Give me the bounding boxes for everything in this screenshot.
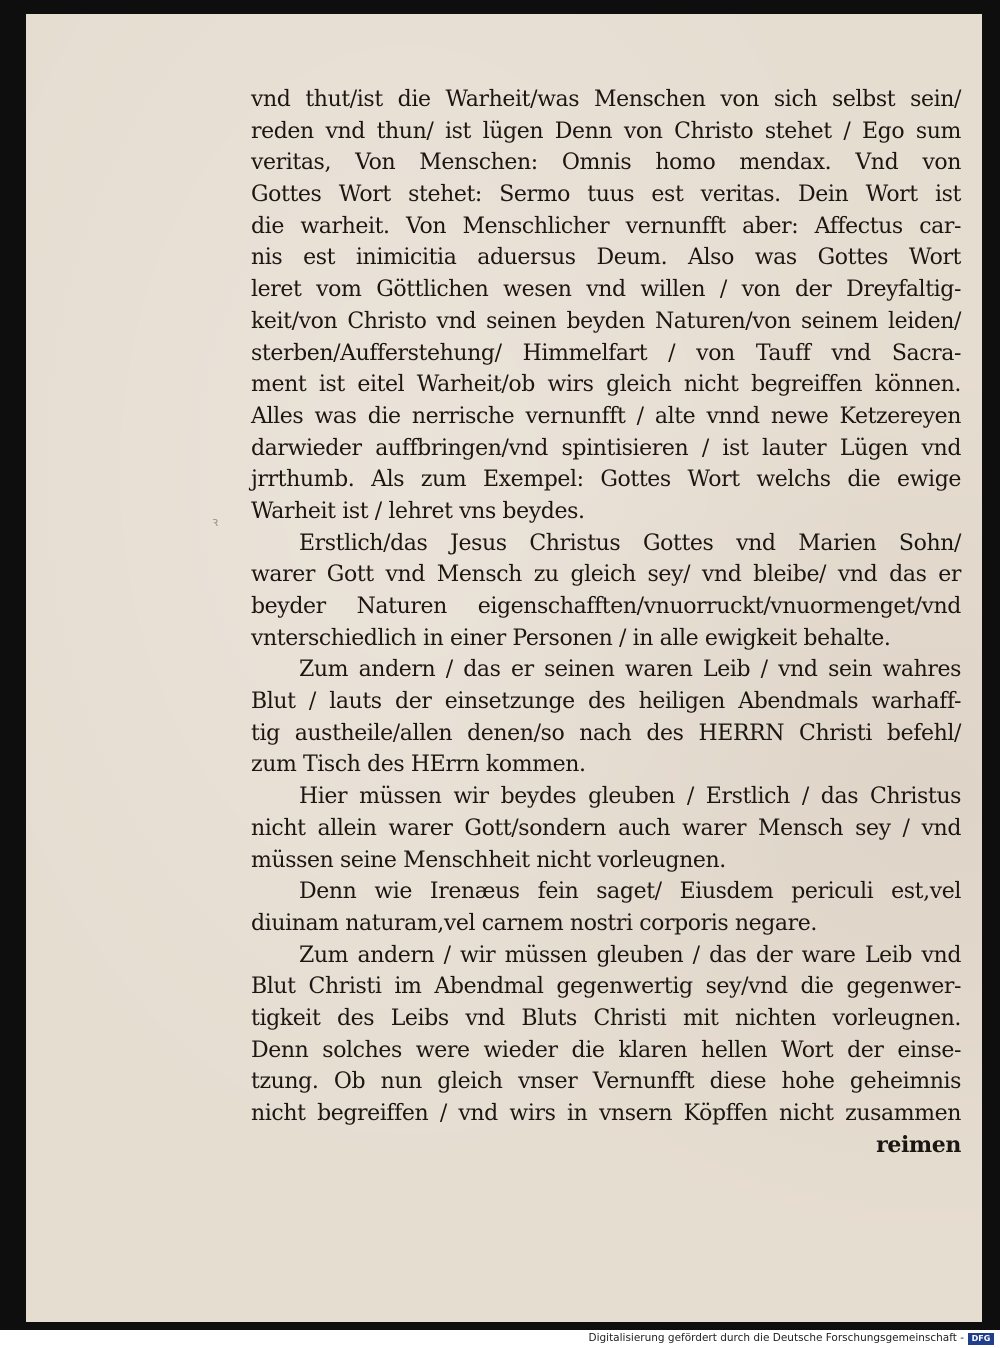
text-line: tzung. Ob nun gleich vnser Vernunfft diese hohe geheimnis <box>251 1069 961 1095</box>
text-line: diuinam naturam,vel carnem nostri corporis negare. <box>251 910 817 936</box>
text-line: tig austheile/allen denen/so nach des HERRN Christi befehl/ <box>251 720 961 746</box>
page-text <box>251 84 961 1161</box>
text-line: nicht begreiffen / vnd wirs in vnsern Köpffen nicht zusammen <box>251 1101 961 1126</box>
text-line: Alles was die nerrische vernunfft / alte vnnd newe Ketzereyen <box>251 403 961 429</box>
text-line: vnd thut/ist die Warheit/was Menschen von sich selbst sein/ <box>251 87 961 112</box>
text-line: Hier müssen wir beydes gleuben / Erstlich / das Christus <box>299 784 961 810</box>
margin-mark: ꝛ <box>212 515 219 530</box>
text-line: müssen seine Menschheit nicht vorleugnen. <box>251 847 726 873</box>
text-line: Denn wie Irenæus fein saget/ Eiusdem periculi est,vel <box>299 879 961 905</box>
text-line: zum Tisch des HErrn kommen. <box>251 752 586 778</box>
text-line: die warheit. Von Menschlicher vernunfft aber: Affectus car- <box>251 213 961 239</box>
digitization-footer <box>0 1330 1000 1348</box>
text-line: Zum andern / wir müssen gleuben / das der ware Leib vnd <box>299 942 961 968</box>
text-line: Zum andern / das er seinen waren Leib / vnd sein wahres <box>299 657 961 683</box>
text-line: vnterschiedlich in einer Personen / in alle ewigkeit behalte. <box>251 625 891 651</box>
text-line: nicht allein warer Gott/sondern auch warer Mensch sey / vnd <box>251 815 961 841</box>
text-line: leret vom Göttlichen wesen vnd willen / von der Dreyfaltig- <box>251 277 961 303</box>
text-line: darwieder auffbringen/vnd spintisieren / ist lauter Lügen vnd <box>251 435 961 461</box>
text-line: beyder Naturen eigenschafften/vnuorruckt/vnuormenget/vnd <box>251 594 961 619</box>
text-line: nis est inimicitia aduersus Deum. Also was Gottes Wort <box>251 245 961 271</box>
text-line: Denn solches were wieder die klaren hellen Wort der einse- <box>251 1037 961 1063</box>
text-line: ment ist eitel Warheit/ob wirs gleich nicht begreiffen können. <box>251 372 961 398</box>
text-line: Blut Christi im Abendmal gegenwertig sey/vnd die gegenwer- <box>251 974 961 1000</box>
text-line: sterben/Aufferstehung/ Himmelfart / von Tauff vnd Sacra- <box>251 340 961 366</box>
text-line: Erstlich/das Jesus Christus Gottes vnd Marien Sohn/ <box>299 530 961 556</box>
text-line: veritas, Von Menschen: Omnis homo mendax. Vnd von <box>251 150 961 176</box>
text-line: reden vnd thun/ ist lügen Denn von Christo stehet / Ego sum <box>251 118 961 144</box>
footer-credit: Digitalisierung gefördert durch die Deutsche Forschungsgemeinschaft - <box>588 1332 964 1344</box>
catchword: reimen <box>876 1131 961 1158</box>
text-line: warer Gott vnd Mensch zu gleich sey/ vnd bleibe/ vnd das er <box>251 562 961 588</box>
text-line: Blut / lauts der einsetzunge des heiligen Abendmals warhaff- <box>251 689 961 715</box>
text-line: keit/von Christo vnd seinen beyden Naturen/von seinem leiden/ <box>251 308 961 334</box>
text-line: Warheit ist / lehret vns beydes. <box>251 498 585 524</box>
text-line: Gottes Wort stehet: Sermo tuus est veritas. Dein Wort ist <box>251 182 961 208</box>
book-page <box>26 14 982 1322</box>
text-line: tigkeit des Leibs vnd Bluts Christi mit nichten vorleugnen. <box>251 1005 961 1031</box>
dfg-logo: DFG <box>968 1333 994 1345</box>
text-line: jrrthumb. Als zum Exempel: Gottes Wort welchs die ewige <box>251 467 961 493</box>
